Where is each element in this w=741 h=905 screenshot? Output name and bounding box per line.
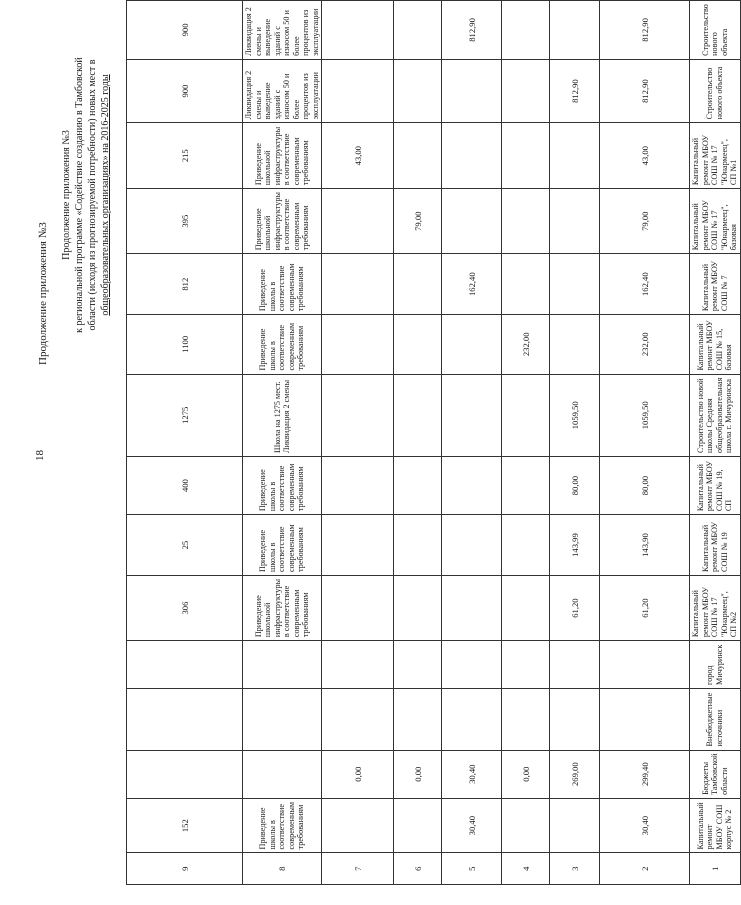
table-cell (502, 641, 550, 689)
table-cell (442, 315, 502, 374)
table-cell (127, 315, 243, 374)
table-cell (127, 59, 243, 123)
table-cell (442, 641, 502, 689)
cell-text: Приведение школы в соответствие современным требованиям (258, 524, 306, 572)
table-cell (690, 798, 741, 853)
table-cell (600, 123, 690, 189)
table-cell (127, 750, 243, 798)
column-number: 6 (412, 866, 423, 871)
table-row (502, 1, 550, 885)
column-number: 3 (569, 866, 580, 871)
table-row (127, 1, 243, 885)
cell-text: 162,40 (466, 272, 477, 297)
cell-text: 1100 (179, 335, 190, 353)
table-cell (322, 798, 394, 853)
table-cell (502, 688, 550, 750)
table-row (243, 1, 322, 885)
table-cell (243, 798, 322, 853)
column-number: 7 (352, 866, 363, 871)
table-cell (690, 254, 741, 315)
cell-text: 30,40 (466, 816, 477, 836)
table-cell (322, 374, 394, 456)
cell-text: 306 (179, 601, 190, 615)
table-cell (502, 750, 550, 798)
cell-text: 232,00 (639, 332, 650, 357)
table-cell (690, 189, 741, 254)
table-cell (394, 254, 442, 315)
column-number-cell (600, 853, 690, 885)
table-cell (442, 688, 502, 750)
table-cell (127, 515, 243, 576)
cell-text: 812,90 (639, 18, 650, 42)
column-number: 4 (520, 866, 531, 871)
table-cell (600, 688, 690, 750)
cell-text: Внебюджетные источники (705, 692, 724, 747)
table-cell (322, 189, 394, 254)
cell-text: 812,90 (639, 79, 650, 103)
table-row (550, 1, 600, 885)
table-cell (690, 641, 741, 689)
column-number: 9 (179, 866, 190, 871)
cell-text: 812,90 (466, 18, 477, 42)
cell-text: 152 (179, 819, 190, 833)
table-cell (127, 189, 243, 254)
table-cell (394, 315, 442, 374)
table-cell (600, 515, 690, 576)
cell-text: 1059,50 (639, 401, 650, 430)
table-row (322, 1, 394, 885)
table-cell (243, 59, 322, 123)
cell-text: Капитальный ремонт МБОУ СОШ № 17 "Юнармеец", базовая (691, 200, 738, 251)
table-cell (502, 123, 550, 189)
table-cell (394, 457, 442, 515)
header-line-4: общеобразовательных организациях» на 2016-2025 годы (100, 74, 111, 316)
continuation-title: Продолжение приложения №3 (37, 222, 49, 365)
cell-text: 79,00 (412, 211, 423, 231)
table-cell (502, 254, 550, 315)
table-cell (243, 750, 322, 798)
table-cell (502, 798, 550, 853)
table-cell (600, 59, 690, 123)
table-cell (127, 798, 243, 853)
cell-text: 232,00 (520, 332, 531, 357)
table-cell (442, 1, 502, 60)
cell-text: Бюджеты Тамбовской области (700, 753, 729, 795)
table-cell (600, 254, 690, 315)
cell-text: 143,90 (639, 533, 650, 557)
table-cell (127, 641, 243, 689)
table-cell (550, 688, 600, 750)
table-cell (322, 1, 394, 60)
cell-text: 30,40 (639, 816, 650, 836)
cell-text: Приведение школы в соответствие современным требованиям (258, 263, 306, 312)
cell-text: Приведение школы в соответствие современным требованиям (258, 322, 306, 371)
table-cell (442, 515, 502, 576)
cell-text: Ликвидация 2 смены и выведение зданий с износом 50 и более процентов из эксплуатации (244, 7, 320, 56)
table-cell (690, 750, 741, 798)
cell-text: Строительство нового объекта (700, 4, 729, 56)
column-number: 2 (639, 866, 650, 871)
cell-text: 61,20 (569, 598, 580, 618)
table-cell (502, 374, 550, 456)
table-cell (690, 515, 741, 576)
cell-text: 30,40 (466, 764, 477, 784)
column-number: 1 (709, 866, 720, 871)
table-cell (550, 798, 600, 853)
table-cell (550, 59, 600, 123)
table-cell (394, 189, 442, 254)
cell-text: Капитальный ремонт МБОУ СОШ № 17 "Юнармеец", СП №1 (691, 134, 738, 186)
column-number-cell (322, 853, 394, 885)
cell-text: Капитальный ремонт МБОУ СОШ корпус № 2 (695, 802, 734, 850)
table-cell (243, 189, 322, 254)
table-cell (690, 123, 741, 189)
cell-text: Строительство нового объекта (705, 66, 724, 120)
table-cell (243, 688, 322, 750)
column-number: 5 (466, 866, 477, 871)
table-cell (394, 374, 442, 456)
table-cell (322, 123, 394, 189)
table-cell (442, 798, 502, 853)
cell-text: 80,00 (569, 475, 580, 496)
table-cell (600, 374, 690, 456)
table-cell (502, 457, 550, 515)
column-number-cell (243, 853, 322, 885)
cell-text: 43,00 (639, 146, 650, 166)
table-row (394, 1, 442, 885)
table-cell (600, 641, 690, 689)
table-cell (550, 374, 600, 456)
cell-text: Приведение школьной инфраструктуры в соответствие современным требованиям (253, 578, 310, 638)
cell-text: 79,00 (639, 211, 650, 231)
cell-text: 900 (179, 23, 190, 37)
cell-text: 43,00 (352, 146, 363, 166)
column-number-cell (394, 853, 442, 885)
cell-text: Строительство новой школы Средняя общеобразовательная школа г. Мичуринска (695, 377, 734, 454)
table-cell (243, 457, 322, 515)
table-cell (690, 688, 741, 750)
column-number-cell (127, 853, 243, 885)
table-cell (394, 515, 442, 576)
table-cell (502, 315, 550, 374)
cell-text: город Мичуринск (705, 644, 724, 685)
cell-text: Приведение школьной инфраструктуры в соответствие современным требованиям (253, 192, 310, 251)
table-cell (600, 189, 690, 254)
table-cell (243, 374, 322, 456)
cell-text: 80,00 (639, 475, 650, 496)
table-cell (550, 254, 600, 315)
table-cell (322, 254, 394, 315)
table-cell (690, 374, 741, 456)
table-cell (550, 315, 600, 374)
table-cell (690, 315, 741, 374)
table-cell (502, 59, 550, 123)
table-cell (243, 1, 322, 60)
cell-text: Капитальный ремонт МБОУ СОШ № 19 (700, 521, 729, 572)
table-cell (127, 1, 243, 60)
table-cell (550, 750, 600, 798)
table-cell (243, 641, 322, 689)
table-cell (322, 575, 394, 640)
table-cell (322, 641, 394, 689)
column-number-cell (442, 853, 502, 885)
table-cell (550, 515, 600, 576)
table-cell (322, 315, 394, 374)
table-cell (442, 374, 502, 456)
table-cell (394, 1, 442, 60)
appendix-header (60, 5, 112, 385)
table-cell (550, 575, 600, 640)
table-row (600, 1, 690, 885)
table-cell (127, 575, 243, 640)
cell-text: Школа на 1275 мест. Ликвидация 2 смены (272, 380, 291, 454)
table-cell (243, 315, 322, 374)
table-cell (127, 688, 243, 750)
table-cell (442, 457, 502, 515)
table-cell (690, 457, 741, 515)
table-cell (690, 575, 741, 640)
cell-text: 269,00 (569, 762, 580, 787)
table-cell (394, 59, 442, 123)
table-cell (127, 123, 243, 189)
table-cell (502, 575, 550, 640)
cell-text: Капитальный ремонт МБОУ СОШ № 7 (700, 260, 729, 312)
table-cell (127, 254, 243, 315)
table-cell (600, 1, 690, 60)
table-cell (127, 457, 243, 515)
cell-text: Капитальный ремонт МБОУ СОШ № 17 "Юнармеец", СП №2 (691, 586, 738, 638)
cell-text: 299,40 (639, 762, 650, 787)
cell-text: Приведение школьной инфраструктуры в соответствие современным требованиям (253, 126, 310, 186)
table-cell (550, 123, 600, 189)
cell-text: 0,00 (412, 766, 423, 782)
header-line-1: Продолжение приложения №3 (61, 130, 72, 260)
table-row (690, 1, 741, 885)
table-cell (550, 1, 600, 60)
cell-text: 215 (179, 149, 190, 163)
table-cell (502, 189, 550, 254)
cell-text: 0,00 (520, 766, 531, 782)
cell-text: Капитальный ремонт МБОУ СОШ № 19, СП (695, 460, 734, 512)
table-cell (322, 515, 394, 576)
cell-text: 812 (179, 277, 190, 291)
table-cell (442, 575, 502, 640)
table-cell (322, 688, 394, 750)
table-cell (442, 189, 502, 254)
header-line-3: области (исходя из прогнозируемой потребности) новых мест в (87, 59, 98, 331)
cell-text: 162,40 (639, 272, 650, 297)
cell-text: 61,20 (639, 598, 650, 618)
table-cell (243, 515, 322, 576)
table-cell (600, 798, 690, 853)
table-cell (127, 374, 243, 456)
table-row (442, 1, 502, 885)
table-cell (600, 575, 690, 640)
table-cell (550, 457, 600, 515)
cell-text: 395 (179, 214, 190, 228)
column-number-cell (550, 853, 600, 885)
cell-text: Приведение школы в соответствие современным требованиям (258, 463, 306, 512)
column-number-cell (690, 853, 741, 885)
cell-text: 25 (179, 540, 190, 550)
column-number-cell (502, 853, 550, 885)
table-cell (600, 457, 690, 515)
table-cell (442, 750, 502, 798)
table-cell (442, 254, 502, 315)
cell-text: 143,99 (569, 533, 580, 557)
table-cell (550, 641, 600, 689)
cell-text: 400 (179, 479, 190, 493)
page-number: 18 (34, 450, 46, 461)
table-cell (243, 254, 322, 315)
table-cell (600, 315, 690, 374)
table-cell (322, 59, 394, 123)
table-cell (394, 798, 442, 853)
table-cell (243, 575, 322, 640)
cell-text: 1275 (179, 406, 190, 424)
table-cell (394, 688, 442, 750)
cell-text: Приведение школы в соответствие современным требованиям (258, 801, 306, 850)
table-cell (322, 457, 394, 515)
table-cell (690, 59, 741, 123)
cell-text: Ликвидация 2 смены и выведение зданий с износом 50 и более процентов из эксплуатации (244, 70, 320, 120)
cell-text: 900 (179, 84, 190, 98)
table-cell (600, 750, 690, 798)
cell-text: 1059,50 (569, 401, 580, 430)
cell-text: 812,90 (569, 79, 580, 103)
table-cell (394, 123, 442, 189)
table-cell (394, 575, 442, 640)
table-cell (502, 515, 550, 576)
table-cell (442, 123, 502, 189)
table-cell (394, 750, 442, 798)
funding-table (126, 0, 741, 885)
table-cell (502, 1, 550, 60)
table-cell (243, 123, 322, 189)
column-number: 8 (277, 866, 287, 871)
cell-text: Капитальный ремонт МБОУ СОШ № 15, базовая (695, 320, 734, 371)
table-cell (322, 750, 394, 798)
table-cell (442, 59, 502, 123)
header-line-2: к региональной программе «Содействие созданию в Тамбовской (74, 57, 85, 333)
table-cell (550, 189, 600, 254)
table-body (127, 1, 741, 885)
table-cell (690, 1, 741, 60)
table-cell (394, 641, 442, 689)
cell-text: 0,00 (352, 766, 363, 782)
